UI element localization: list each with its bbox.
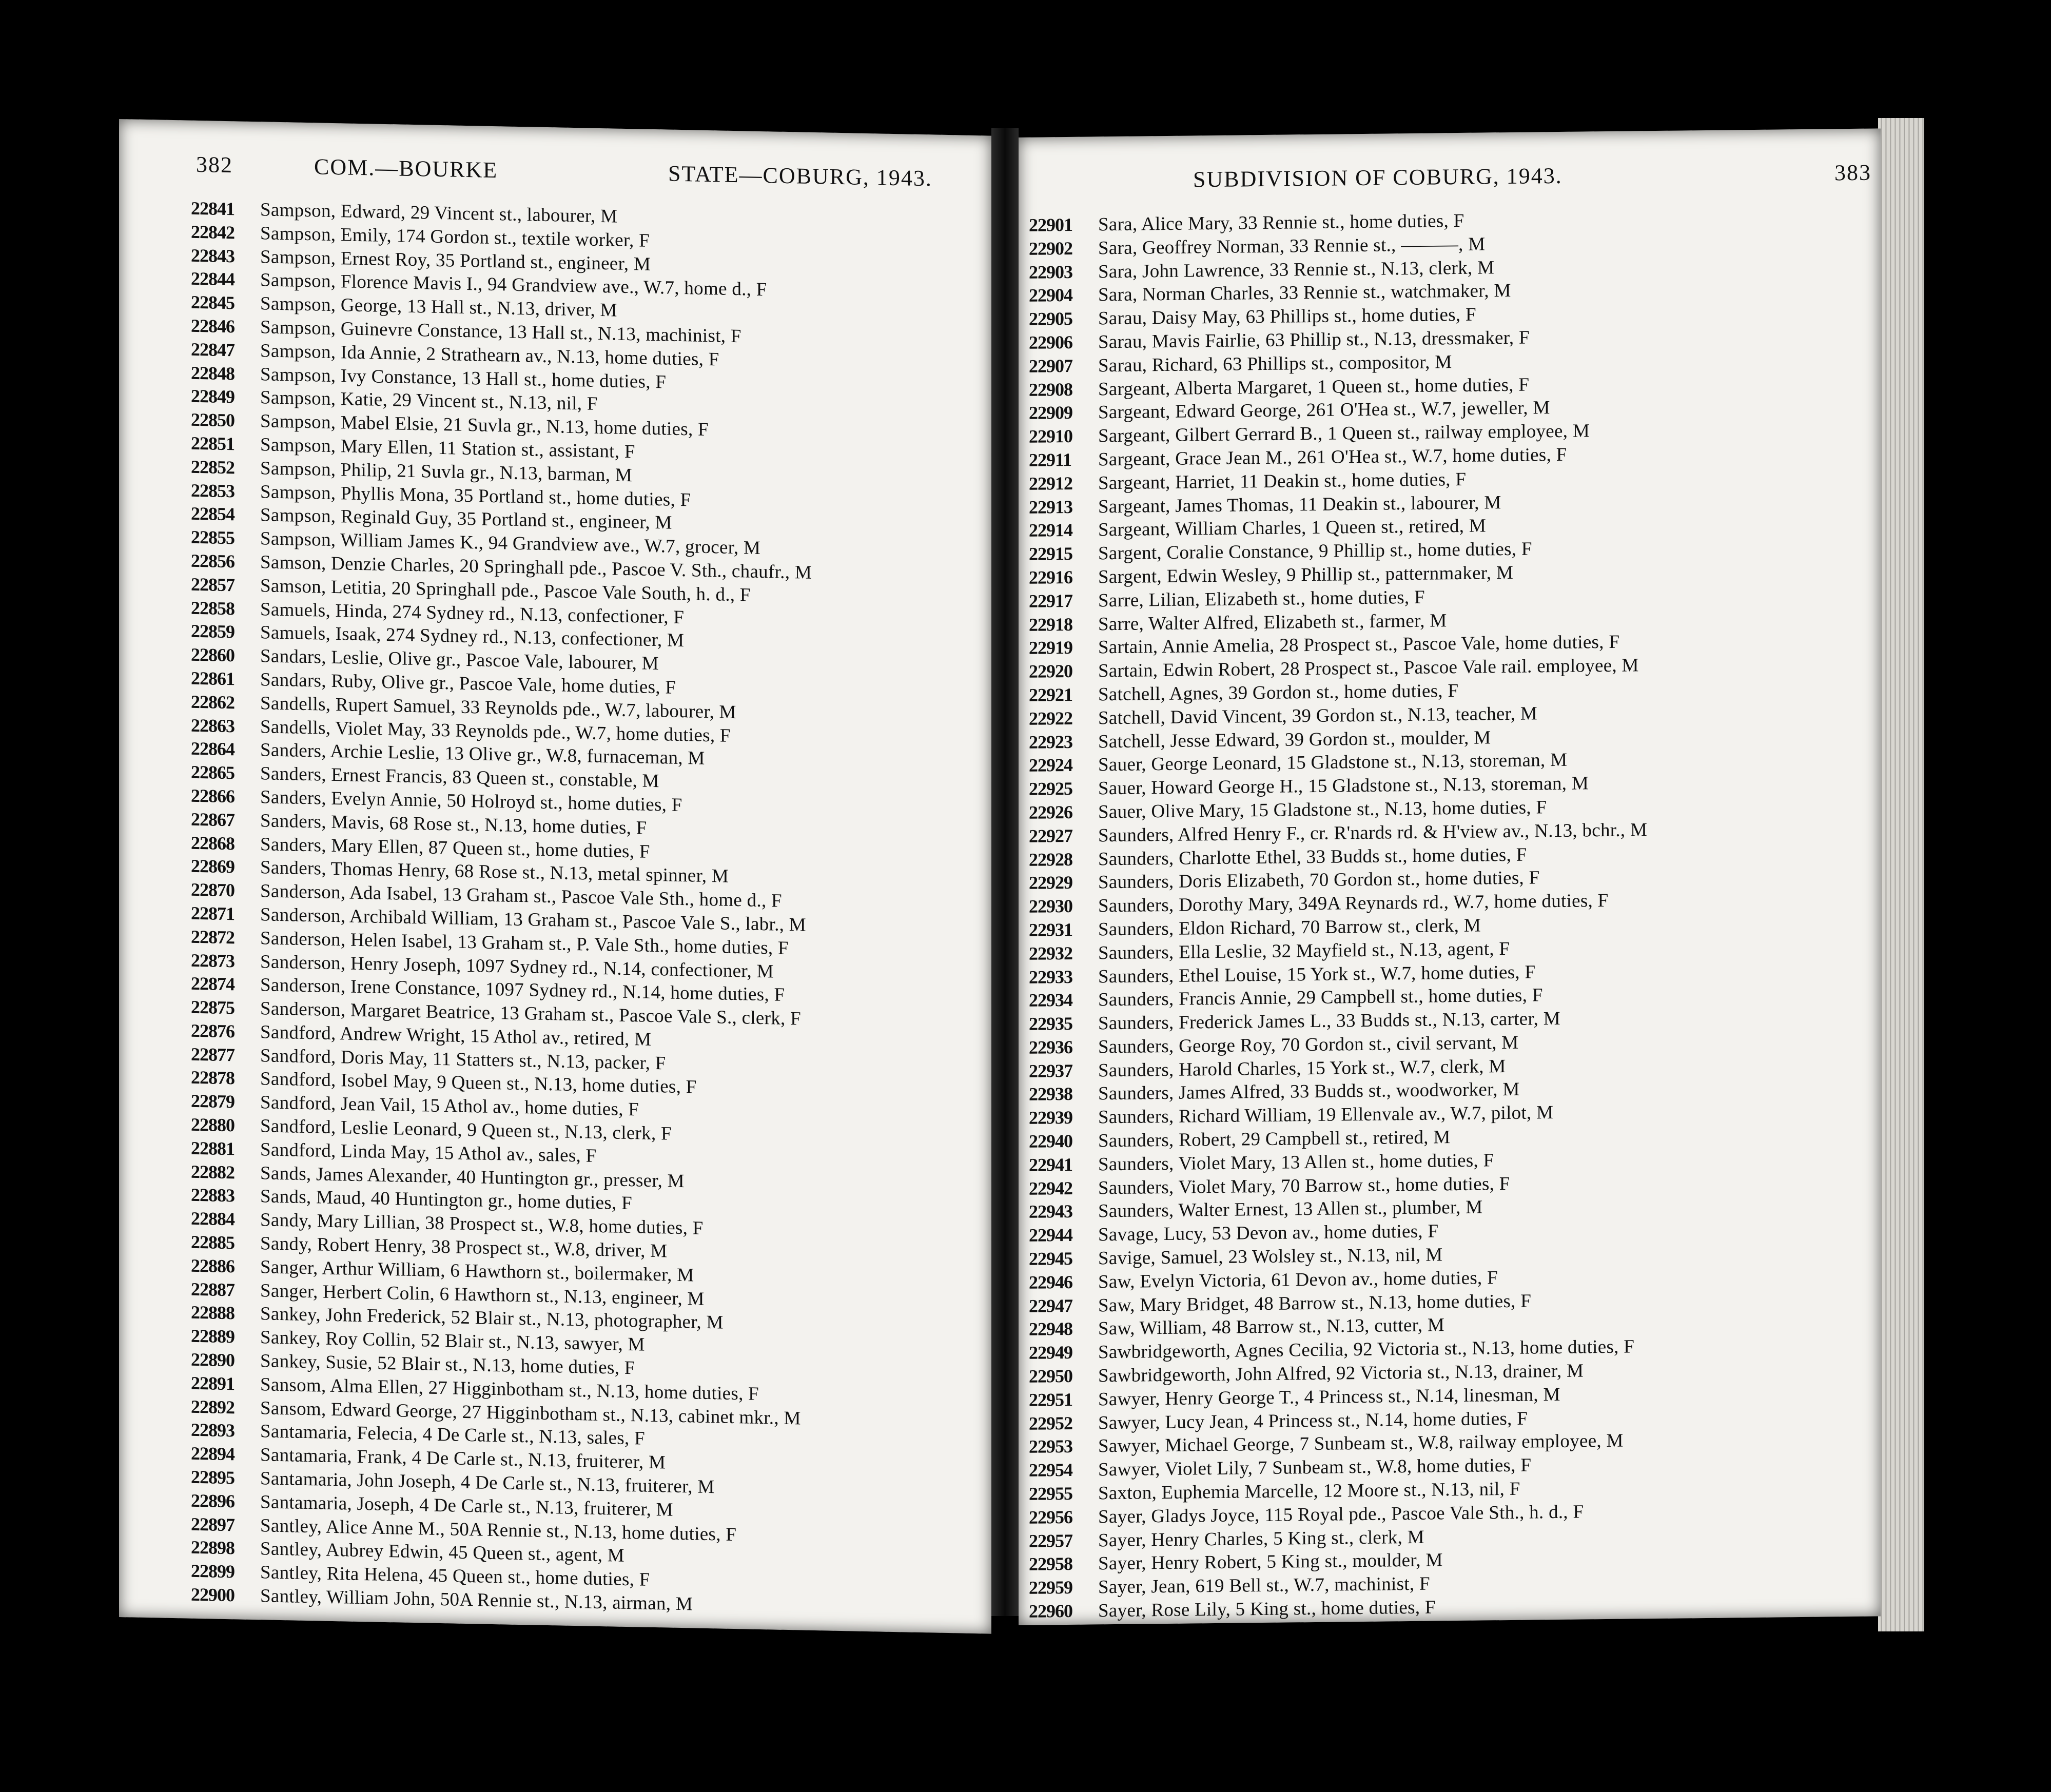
entry-text: Sarau, Daisy May, 63 Phillips st., home duties, F xyxy=(1098,304,1476,329)
entry-text: Sauer, Howard George H., 15 Gladstone st., N.13, storeman, M xyxy=(1098,773,1589,799)
entry-text: Sampson, Florence Mavis I., 94 Grandview ave., W.7, home d., F xyxy=(260,269,767,301)
entry-text: Sands, James Alexander, 40 Huntington gr., presser, M xyxy=(260,1162,685,1192)
entry-number: 22867 xyxy=(191,809,235,831)
entry-text: Samson, Letitia, 20 Springhall pde., Pascoe Vale South, h. d., F xyxy=(260,575,751,606)
right-header-center: SUBDIVISION OF COBURG, 1943. xyxy=(1193,163,1562,192)
entry-number: 22955 xyxy=(1029,1483,1072,1504)
entry-text: Samuels, Isaak, 274 Sydney rd., N.13, confectioner, M xyxy=(260,622,685,652)
entry-number: 22889 xyxy=(191,1325,235,1347)
entry-number: 22881 xyxy=(191,1137,235,1159)
entry-number: 22933 xyxy=(1029,966,1072,988)
entry-number: 22959 xyxy=(1029,1577,1072,1599)
entry-text: Sarau, Richard, 63 Phillips st., compositor, M xyxy=(1098,351,1452,377)
entry-text: Saunders, Francis Annie, 29 Campbell st., home duties, F xyxy=(1098,984,1543,1011)
entry-text: Saunders, Robert, 29 Campbell st., retired, M xyxy=(1098,1127,1451,1152)
entry-number: 22935 xyxy=(1029,1013,1072,1034)
entry-number: 22934 xyxy=(1029,990,1072,1011)
entry-text: Samson, Denzie Charles, 20 Springhall pde., Pascoe V. Sth., chaufr., M xyxy=(260,552,812,583)
entry-text: Sampson, Reginald Guy, 35 Portland st., engineer, M xyxy=(260,504,672,534)
entry-number: 22890 xyxy=(191,1349,235,1371)
entry-text: Sayer, Jean, 619 Bell st., W.7, machinist, F xyxy=(1098,1573,1430,1598)
entry-number: 22941 xyxy=(1029,1154,1072,1175)
entry-text: Samuels, Hinda, 274 Sydney rd., N.13, confectioner, F xyxy=(260,598,685,628)
entry-number: 22924 xyxy=(1029,755,1072,776)
entry-text: Sampson, Ivy Constance, 13 Hall st., home duties, F xyxy=(260,363,667,393)
entry-text: Sampson, Ida Annie, 2 Strathearn av., N.13, home duties, F xyxy=(260,340,719,370)
entry-number: 22952 xyxy=(1029,1412,1072,1434)
entry-text: Sampson, Guinevre Constance, 13 Hall st., N.13, machinist, F xyxy=(260,317,741,347)
entry-text: Sartain, Edwin Robert, 28 Prospect st., Pascoe Vale rail. employee, M xyxy=(1098,655,1639,682)
entry-text: Santley, Aubrey Edwin, 45 Queen st., agent, M xyxy=(260,1538,624,1567)
entry-text: Saunders, Frederick James L., 33 Budds st., N.13, carter, M xyxy=(1098,1008,1560,1034)
entry-number: 22943 xyxy=(1029,1201,1072,1223)
entry-number: 22910 xyxy=(1029,426,1072,447)
entry-number: 22911 xyxy=(1029,449,1072,470)
entry-number: 22908 xyxy=(1029,379,1072,400)
entry-number: 22873 xyxy=(191,950,235,971)
entry-text: Sandells, Rupert Samuel, 33 Reynolds pde., W.7, labourer, M xyxy=(260,693,736,723)
entry-text: Saunders, Alfred Henry F., cr. R'nards rd. & H'view av., N.13, bchr., M xyxy=(1098,819,1648,846)
entry-number: 22939 xyxy=(1029,1107,1072,1129)
left-page-header xyxy=(196,151,971,197)
entry-number: 22960 xyxy=(1029,1600,1072,1622)
entry-number: 22937 xyxy=(1029,1060,1072,1081)
entry-text: Sankey, Roy Collin, 52 Blair st., N.13, sawyer, M xyxy=(260,1327,645,1355)
entry-number: 22921 xyxy=(1029,684,1072,705)
entry-text: Sandford, Leslie Leonard, 9 Queen st., N.13, clerk, F xyxy=(260,1115,672,1145)
entry-text: Sandars, Leslie, Olive gr., Pascoe Vale, labourer, M xyxy=(260,645,659,675)
entry-text: Savage, Lucy, 53 Devon av., home duties, F xyxy=(1098,1220,1439,1246)
entry-text: Sarre, Walter Alfred, Elizabeth st., farmer, M xyxy=(1098,609,1447,635)
entry-number: 22894 xyxy=(191,1443,235,1465)
entry-text: Sanderson, Henry Joseph, 1097 Sydney rd., N.14, confectioner, M xyxy=(260,951,774,982)
entry-text: Sandy, Robert Henry, 38 Prospect st., W.8, driver, M xyxy=(260,1233,668,1262)
entry-number: 22862 xyxy=(191,691,235,713)
entry-number: 22845 xyxy=(191,291,235,313)
entry-text: Santley, Alice Anne M., 50A Rennie st., N.13, home duties, F xyxy=(260,1514,737,1545)
entry-text: Sampson, William James K., 94 Grandview ave., W.7, grocer, M xyxy=(260,528,761,559)
entry-text: Sandells, Violet May, 33 Reynolds pde., W.7, home duties, F xyxy=(260,716,731,746)
entry-text: Sartain, Annie Amelia, 28 Prospect st., Pascoe Vale, home duties, F xyxy=(1098,632,1620,658)
entry-text: Sampson, George, 13 Hall st., N.13, driver, M xyxy=(260,293,617,321)
entry-text: Sanders, Ernest Francis, 83 Queen st., constable, M xyxy=(260,763,659,792)
entry-text: Satchell, Agnes, 39 Gordon st., home duties, F xyxy=(1098,680,1459,705)
entry-text: Sanderson, Archibald William, 13 Graham st., Pascoe Vale S., labr., M xyxy=(260,904,806,936)
entry-text: Sampson, Katie, 29 Vincent st., N.13, nil, F xyxy=(260,387,598,415)
right-page-number: 383 xyxy=(1834,160,1871,186)
book-gutter xyxy=(991,128,1019,1616)
entry-number: 22922 xyxy=(1029,707,1072,729)
entry-number: 22920 xyxy=(1029,661,1072,682)
entry-text: Santamaria, Frank, 4 De Carle st., N.13, fruiterer, M xyxy=(260,1444,666,1473)
entry-text: Sargeant, Edward George, 261 O'Hea st., W.7, jeweller, M xyxy=(1098,397,1550,423)
entry-number: 22946 xyxy=(1029,1271,1072,1293)
entry-text: Savige, Samuel, 23 Wolsley st., N.13, nil, M xyxy=(1098,1244,1443,1269)
entry-number: 22915 xyxy=(1029,543,1072,564)
entry-text: Sargeant, Gilbert Gerrard B., 1 Queen st., railway employee, M xyxy=(1098,420,1590,447)
entry-number: 22947 xyxy=(1029,1295,1072,1316)
entry-number: 22901 xyxy=(1029,214,1072,235)
entry-number: 22942 xyxy=(1029,1177,1072,1199)
entry-number: 22927 xyxy=(1029,825,1072,846)
entry-number: 22925 xyxy=(1029,778,1072,799)
entry-text: Sawbridgeworth, John Alfred, 92 Victoria st., N.13, drainer, M xyxy=(1098,1360,1584,1387)
entry-text: Saunders, Violet Mary, 70 Barrow st., home duties, F xyxy=(1098,1173,1510,1199)
entry-number: 22866 xyxy=(191,785,235,807)
entry-text: Saunders, Richard William, 19 Ellenvale av., W.7, pilot, M xyxy=(1098,1102,1554,1128)
entry-text: Sankey, John Frederick, 52 Blair st., N.13, photographer, M xyxy=(260,1303,724,1334)
entry-text: Sampson, Ernest Roy, 35 Portland st., engineer, M xyxy=(260,246,651,275)
left-header-title: COM.—BOURKE xyxy=(314,154,498,183)
entry-number: 22841 xyxy=(191,198,235,220)
entry-number: 22856 xyxy=(191,550,235,572)
entry-text: Sawyer, Violet Lily, 7 Sunbeam st., W.8, home duties, F xyxy=(1098,1454,1532,1481)
entry-number: 22896 xyxy=(191,1490,235,1512)
entry-number: 22851 xyxy=(191,432,235,455)
entry-number: 22855 xyxy=(191,526,235,548)
entry-number: 22919 xyxy=(1029,637,1072,659)
entry-number: 22940 xyxy=(1029,1130,1072,1152)
entry-text: Sands, Maud, 40 Huntington gr., home duties, F xyxy=(260,1186,633,1214)
entry-number: 22956 xyxy=(1029,1506,1072,1528)
entry-text: Sandford, Linda May, 15 Athol av., sales, F xyxy=(260,1139,597,1167)
entry-number: 22930 xyxy=(1029,896,1072,917)
entry-number: 22865 xyxy=(191,761,235,783)
entry-number: 22883 xyxy=(191,1185,235,1206)
entry-number: 22850 xyxy=(191,409,235,431)
entry-text: Sara, John Lawrence, 33 Rennie st., N.13, clerk, M xyxy=(1098,257,1495,282)
entry-text: Saunders, Ethel Louise, 15 York st., W.7, home duties, F xyxy=(1098,961,1536,987)
entry-number: 22860 xyxy=(191,644,235,666)
entry-number: 22892 xyxy=(191,1396,235,1417)
entry-text: Sampson, Mary Ellen, 11 Station st., assistant, F xyxy=(260,434,635,463)
entry-number: 22954 xyxy=(1029,1460,1072,1481)
entry-number: 22880 xyxy=(191,1114,235,1136)
entry-number: 22861 xyxy=(191,667,235,690)
entry-text: Santamaria, John Joseph, 4 De Carle st., N.13, fruiterer, M xyxy=(260,1468,715,1498)
entry-text: Saw, William, 48 Barrow st., N.13, cutter, M xyxy=(1098,1314,1445,1340)
entry-number: 22888 xyxy=(191,1302,235,1324)
entry-text: Saunders, Dorothy Mary, 349A Reynards rd., W.7, home duties, F xyxy=(1098,890,1609,917)
entry-text: Sankey, Susie, 52 Blair st., N.13, home duties, F xyxy=(260,1350,635,1379)
entry-text: Sandy, Mary Lillian, 38 Prospect st., W.8, home duties, F xyxy=(260,1209,704,1239)
entry-number: 22885 xyxy=(191,1231,235,1253)
entry-text: Sarau, Mavis Fairlie, 63 Phillip st., N.13, dressmaker, F xyxy=(1098,327,1530,353)
entry-text: Sargent, Edwin Wesley, 9 Phillip st., patternmaker, M xyxy=(1098,562,1514,588)
left-page-number: 382 xyxy=(196,151,233,178)
entry-text: Sargeant, Harriet, 11 Deakin st., home duties, F xyxy=(1098,468,1467,494)
entry-text: Saunders, George Roy, 70 Gordon st., civil servant, M xyxy=(1098,1032,1519,1058)
entry-number: 22900 xyxy=(191,1584,235,1606)
entry-text: Sargeant, William Charles, 1 Queen st., retired, M xyxy=(1098,515,1487,541)
entry-text: Sara, Geoffrey Norman, 33 Rennie st., ———, M xyxy=(1098,233,1486,259)
entry-text: Santamaria, Felecia, 4 De Carle st., N.13, sales, F xyxy=(260,1421,645,1450)
entry-text: Sayer, Rose Lily, 5 King st., home duties, F xyxy=(1098,1597,1436,1622)
entry-text: Sanders, Thomas Henry, 68 Rose st., N.13, metal spinner, M xyxy=(260,857,729,888)
entry-text: Sandford, Andrew Wright, 15 Athol av., retired, M xyxy=(260,1021,652,1050)
entry-number: 22879 xyxy=(191,1090,235,1112)
entry-text: Sayer, Henry Charles, 5 King st., clerk, M xyxy=(1098,1526,1424,1551)
entry-text: Sargeant, James Thomas, 11 Deakin st., labourer, M xyxy=(1098,491,1501,517)
entry-text: Santley, Rita Helena, 45 Queen st., home duties, F xyxy=(260,1562,650,1591)
entry-number: 22913 xyxy=(1029,496,1072,518)
entry-number: 22928 xyxy=(1029,849,1072,870)
entry-number: 22843 xyxy=(191,245,235,266)
entry-text: Saunders, Eldon Richard, 70 Barrow st., clerk, M xyxy=(1098,915,1481,940)
entry-number: 22853 xyxy=(191,480,235,501)
entry-text: Satchell, David Vincent, 39 Gordon st., N.13, teacher, M xyxy=(1098,703,1538,729)
entry-text: Saw, Evelyn Victoria, 61 Devon av., home duties, F xyxy=(1098,1267,1498,1293)
entry-text: Sampson, Edward, 29 Vincent st., labourer, M xyxy=(260,199,618,227)
left-entry-list xyxy=(191,198,981,1622)
entry-number: 22852 xyxy=(191,456,235,478)
entry-text: Sara, Alice Mary, 33 Rennie st., home duties, F xyxy=(1098,210,1464,235)
entry-number: 22923 xyxy=(1029,731,1072,753)
entry-number: 22909 xyxy=(1029,402,1072,424)
entry-number: 22948 xyxy=(1029,1318,1072,1340)
entry-number: 22893 xyxy=(191,1420,235,1441)
entry-number: 22949 xyxy=(1029,1342,1072,1364)
entry-number: 22847 xyxy=(191,339,235,361)
entry-number: 22891 xyxy=(191,1372,235,1394)
entry-text: Sayer, Gladys Joyce, 115 Royal pde., Pascoe Vale Sth., h. d., F xyxy=(1098,1501,1584,1528)
entry-number: 22929 xyxy=(1029,872,1072,894)
entry-number: 22857 xyxy=(191,574,235,596)
right-page xyxy=(1019,128,1881,1625)
entry-text: Sandford, Doris May, 11 Statters st., N.13, packer, F xyxy=(260,1045,666,1074)
right-entry-list xyxy=(1029,206,1870,1624)
entry-text: Saunders, Harold Charles, 15 York st., W.7, clerk, M xyxy=(1098,1055,1506,1081)
entry-text: Santley, William John, 50A Rennie st., N.13, airman, M xyxy=(260,1585,693,1615)
entry-number: 22874 xyxy=(191,973,235,995)
entry-number: 22848 xyxy=(191,362,235,384)
entry-text: Sampson, Mabel Elsie, 21 Suvla gr., N.13, home duties, F xyxy=(260,410,709,441)
entry-text: Santamaria, Joseph, 4 De Carle st., N.13, fruiterer, M xyxy=(260,1491,673,1521)
entry-number: 22916 xyxy=(1029,566,1072,588)
entry-text: Sargeant, Alberta Margaret, 1 Queen st., home duties, F xyxy=(1098,374,1530,400)
entry-number: 22864 xyxy=(191,738,235,760)
entry-text: Sanger, Arthur William, 6 Hawthorn st., boilermaker, M xyxy=(260,1256,694,1286)
entry-text: Sansom, Alma Ellen, 27 Higginbotham st., N.13, home duties, F xyxy=(260,1374,759,1405)
entry-text: Sauer, George Leonard, 15 Gladstone st., N.13, storeman, M xyxy=(1098,750,1568,776)
entry-number: 22875 xyxy=(191,996,235,1018)
entry-number: 22870 xyxy=(191,879,235,901)
entry-number: 22938 xyxy=(1029,1084,1072,1105)
entry-text: Sandars, Ruby, Olive gr., Pascoe Vale, home duties, F xyxy=(260,669,676,698)
entry-text: Saunders, James Alfred, 33 Budds st., woodworker, M xyxy=(1098,1079,1520,1105)
entry-number: 22918 xyxy=(1029,614,1072,635)
entry-text: Sansom, Edward George, 27 Higginbotham st., N.13, cabinet mkr., M xyxy=(260,1397,801,1429)
entry-text: Sanderson, Helen Isabel, 13 Graham st., P. Vale Sth., home duties, F xyxy=(260,927,789,959)
entry-number: 22926 xyxy=(1029,801,1072,823)
entry-text: Sauer, Olive Mary, 15 Gladstone st., N.13, home duties, F xyxy=(1098,797,1547,823)
entry-text: Sanders, Evelyn Annie, 50 Holroyd st., home duties, F xyxy=(260,786,682,816)
left-page xyxy=(119,119,991,1634)
right-page-header xyxy=(1106,160,1871,198)
entry-number: 22872 xyxy=(191,926,235,948)
entry-number: 22878 xyxy=(191,1067,235,1089)
entry-text: Saunders, Charlotte Ethel, 33 Budds st., home duties, F xyxy=(1098,844,1527,870)
entry-text: Sandford, Jean Vail, 15 Athol av., home duties, F xyxy=(260,1092,639,1120)
entry-text: Sandford, Isobel May, 9 Queen st., N.13, home duties, F xyxy=(260,1068,697,1098)
entry-text: Sanders, Archie Leslie, 13 Olive gr., W.8, furnaceman, M xyxy=(260,739,705,770)
entry-text: Sawbridgeworth, Agnes Cecilia, 92 Victoria st., N.13, home duties, F xyxy=(1098,1336,1635,1363)
entry-number: 22842 xyxy=(191,221,235,243)
entry-number: 22953 xyxy=(1029,1436,1072,1458)
entry-number: 22945 xyxy=(1029,1248,1072,1269)
entry-number: 22932 xyxy=(1029,942,1072,964)
entry-text: Saw, Mary Bridget, 48 Barrow st., N.13, home duties, F xyxy=(1098,1290,1532,1316)
entry-number: 22884 xyxy=(191,1208,235,1230)
entry-number: 22902 xyxy=(1029,238,1072,259)
entry-number: 22882 xyxy=(191,1161,235,1183)
entry-number: 22863 xyxy=(191,715,235,736)
entry-text: Saunders, Ella Leslie, 32 Mayfield st., N.13, agent, F xyxy=(1098,938,1510,964)
entry-text: Sanderson, Irene Constance, 1097 Sydney rd., N.14, home duties, F xyxy=(260,974,785,1006)
entry-number: 22854 xyxy=(191,503,235,525)
entry-number: 22958 xyxy=(1029,1553,1072,1575)
entry-number: 22871 xyxy=(191,902,235,924)
entry-number: 22886 xyxy=(191,1255,235,1277)
entry-number: 22868 xyxy=(191,832,235,854)
entry-text: Sanders, Mavis, 68 Rose st., N.13, home duties, F xyxy=(260,810,647,839)
entry-number: 22898 xyxy=(191,1537,235,1559)
entry-number: 22887 xyxy=(191,1278,235,1300)
entry-text: Sawyer, Michael George, 7 Sunbeam st., W.8, railway employee, M xyxy=(1098,1430,1624,1457)
entry-number: 22876 xyxy=(191,1020,235,1042)
entry-text: Saxton, Euphemia Marcelle, 12 Moore st., N.13, nil, F xyxy=(1098,1478,1520,1504)
entry-number: 22846 xyxy=(191,315,235,337)
entry-number: 22903 xyxy=(1029,261,1072,283)
entry-text: Sanderson, Ada Isabel, 13 Graham st., Pascoe Vale Sth., home d., F xyxy=(260,880,782,912)
entry-number: 22931 xyxy=(1029,919,1072,940)
entry-text: Sampson, Emily, 174 Gordon st., textile worker, F xyxy=(260,223,650,251)
entry-number: 22905 xyxy=(1029,308,1072,329)
entry-text: Saunders, Violet Mary, 13 Allen st., home duties, F xyxy=(1098,1150,1494,1175)
entry-number: 22936 xyxy=(1029,1036,1072,1058)
entry-number: 22859 xyxy=(191,621,235,642)
entry-number: 22877 xyxy=(191,1043,235,1066)
entry-number: 22869 xyxy=(191,856,235,877)
entry-number: 22912 xyxy=(1029,472,1072,494)
entry-text: Saunders, Doris Elizabeth, 70 Gordon st., home duties, F xyxy=(1098,867,1540,893)
entry-text: Saunders, Walter Ernest, 13 Allen st., plumber, M xyxy=(1098,1196,1483,1222)
entry-text: Sampson, Philip, 21 Suvla gr., N.13, barman, M xyxy=(260,458,633,486)
entry-text: Sanderson, Margaret Beatrice, 13 Graham st., Pascoe Vale S., clerk, F xyxy=(260,998,802,1030)
entry-number: 22917 xyxy=(1029,590,1072,612)
entry-number: 22914 xyxy=(1029,520,1072,541)
entry-number: 22844 xyxy=(191,268,235,290)
entry-text: Sara, Norman Charles, 33 Rennie st., watchmaker, M xyxy=(1098,280,1511,306)
page-edges xyxy=(1878,118,1924,1631)
entry-text: Sawyer, Henry George T., 4 Princess st., N.14, linesman, M xyxy=(1098,1384,1560,1410)
entry-text: Satchell, Jesse Edward, 39 Gordon st., moulder, M xyxy=(1098,726,1491,752)
entry-text: Sanger, Herbert Colin, 6 Hawthorn st., N.13, engineer, M xyxy=(260,1279,705,1310)
entry-text: Sanders, Mary Ellen, 87 Queen st., home duties, F xyxy=(260,833,650,862)
left-header-center: STATE—COBURG, 1943. xyxy=(668,161,932,191)
entry-number: 22957 xyxy=(1029,1530,1072,1551)
entry-number: 22906 xyxy=(1029,331,1072,353)
entry-number: 22951 xyxy=(1029,1389,1072,1410)
entry-text: Sayer, Henry Robert, 5 King st., moulder, M xyxy=(1098,1549,1443,1574)
entry-number: 22904 xyxy=(1029,285,1072,306)
entry-text: Sawyer, Lucy Jean, 4 Princess st., N.14, home duties, F xyxy=(1098,1408,1528,1434)
entry-number: 22950 xyxy=(1029,1365,1072,1387)
entry-text: Sarre, Lilian, Elizabeth st., home duties, F xyxy=(1098,586,1425,612)
entry-text: Sargeant, Grace Jean M., 261 O'Hea st., W.7, home duties, F xyxy=(1098,444,1567,470)
entry-number: 22858 xyxy=(191,597,235,619)
entry-number: 22897 xyxy=(191,1513,235,1535)
entry-number: 22944 xyxy=(1029,1225,1072,1246)
entry-number: 22849 xyxy=(191,386,235,407)
entry-number: 22907 xyxy=(1029,355,1072,377)
entry-number: 22899 xyxy=(191,1560,235,1582)
entry-number: 22895 xyxy=(191,1466,235,1488)
entry-text: Sargent, Coralie Constance, 9 Phillip st., home duties, F xyxy=(1098,538,1532,564)
entry-text: Sampson, Phyllis Mona, 35 Portland st., home duties, F xyxy=(260,481,691,510)
